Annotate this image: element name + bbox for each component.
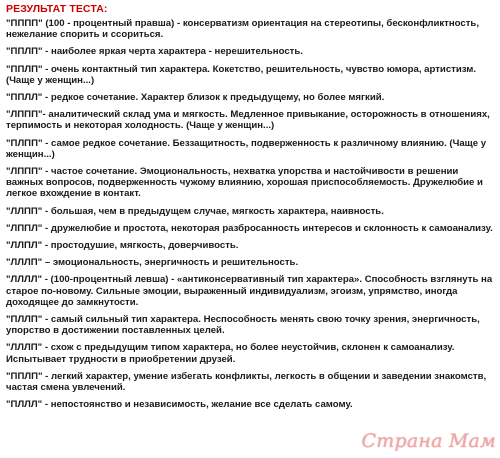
test-result-document — [6, 3, 494, 416]
result-entry — [6, 257, 494, 268]
entry-description: - аналитический склад ума и мягкость. Медленное привыкание, осторожность в отношениях, терпимость и некоторая холодность. (Чаще у женщин...) — [6, 109, 490, 132]
entry-description: - простодушие, мягкость, доверчивость. — [42, 240, 239, 252]
result-entry — [6, 138, 494, 160]
entry-description: – эмоциональность, энергичность и решительность. — [42, 257, 299, 269]
entry-code: "ППЛЛ" — [6, 92, 43, 104]
result-entry — [6, 18, 494, 40]
entry-code: "ПППП" — [6, 18, 43, 29]
entry-code: "ПЛЛП" — [6, 314, 43, 326]
entry-description: - редкое сочетание. Характер близок к предыдущему, но более мягкий. — [42, 92, 385, 104]
result-entry — [6, 206, 494, 217]
entry-description: - дружелюбие и простота, некоторая разбросанность интересов и склонность к самоанализу. — [42, 222, 493, 234]
entry-code: "ЛЛЛЛ" — [6, 274, 43, 286]
entry-code: "ЛЛПП" — [6, 205, 43, 217]
result-entry — [6, 223, 494, 234]
entry-description: - (100-процентный левша) - «антиконсервативный тип характера». Способность взглянуть на старое по-новому. Сильные эмоции, выраженный индивидуализм, эгоизм, упрямство, иногда доходящее до замкнутости. — [6, 274, 493, 308]
entry-code: "ЛЛПЛ" — [6, 240, 43, 252]
result-entry — [6, 342, 494, 364]
entry-code: "ЛЛЛП" — [6, 342, 43, 354]
entry-description: - частое сочетание. Эмоциональность, нехватка упорства и настойчивости в решении важных вопросов, подверженность чужому влиянию, хорошая приспособляемость. Дружелюбие и легкое вхождение в контакт. — [6, 166, 483, 200]
entry-code: "ППЛП" — [6, 63, 43, 75]
entry-description: - наиболее яркая черта характера - нерешительность. — [42, 46, 303, 58]
entry-description: - непостоянство и независимость, желание все сделать самому. — [42, 399, 353, 411]
result-entry — [6, 109, 494, 131]
entry-description: - самый сильный тип характера. Неспособность менять свою точку зрения, энергичность, упорство в достижении поставленных целей. — [6, 314, 480, 337]
result-entry — [6, 371, 494, 393]
entry-code: "ЛППП" — [6, 166, 43, 178]
result-entry — [6, 399, 494, 410]
entry-description: (100 - процентный правша) - консерватизм ориентация на стереотипы, бесконфликтность, нежелание спорить и ссориться. — [6, 18, 479, 41]
entry-description: - самое редкое сочетание. Беззащитность, подверженность к различному влиянию. (Чаще у женщин...) — [6, 137, 487, 160]
entry-description: - легкий характер, умение избегать конфликты, легкость в общении и заведении знакомств, частая смена увлечений. — [6, 370, 487, 394]
result-entry — [6, 166, 494, 200]
entry-description: - очень контактный тип характера. Кокетство, решительность, чувство юмора, артистизм. (Чаще у женщин...) — [6, 63, 477, 86]
entry-code: "ПЛПП" — [6, 137, 43, 149]
site-watermark: Страна Мам — [361, 430, 496, 452]
result-heading: РЕЗУЛЬТАТ ТЕСТА: — [6, 3, 108, 15]
entry-description: - большая, чем в предыдущем случае, мягкость характера, наивность. — [42, 205, 384, 217]
result-entry — [6, 274, 494, 308]
result-entry — [6, 64, 494, 86]
entry-code: "ЛЛЛП" — [6, 257, 43, 269]
entry-code: "ЛППЛ" — [6, 222, 43, 234]
result-entries — [6, 18, 494, 410]
result-entry — [6, 46, 494, 57]
result-entry — [6, 314, 494, 336]
entry-code: "ППЛП" — [6, 370, 43, 382]
entry-code: "ППЛП" — [6, 46, 43, 58]
entry-code: "ЛППП" — [6, 109, 43, 121]
entry-description: - схож с предыдущим типом характера, но более неустойчив, склонен к самоанализу. Испытывает трудности в приобретении друзей. — [6, 342, 455, 365]
entry-code: "ПЛЛЛ" — [6, 399, 43, 411]
result-entry — [6, 92, 494, 103]
result-entry — [6, 240, 494, 251]
